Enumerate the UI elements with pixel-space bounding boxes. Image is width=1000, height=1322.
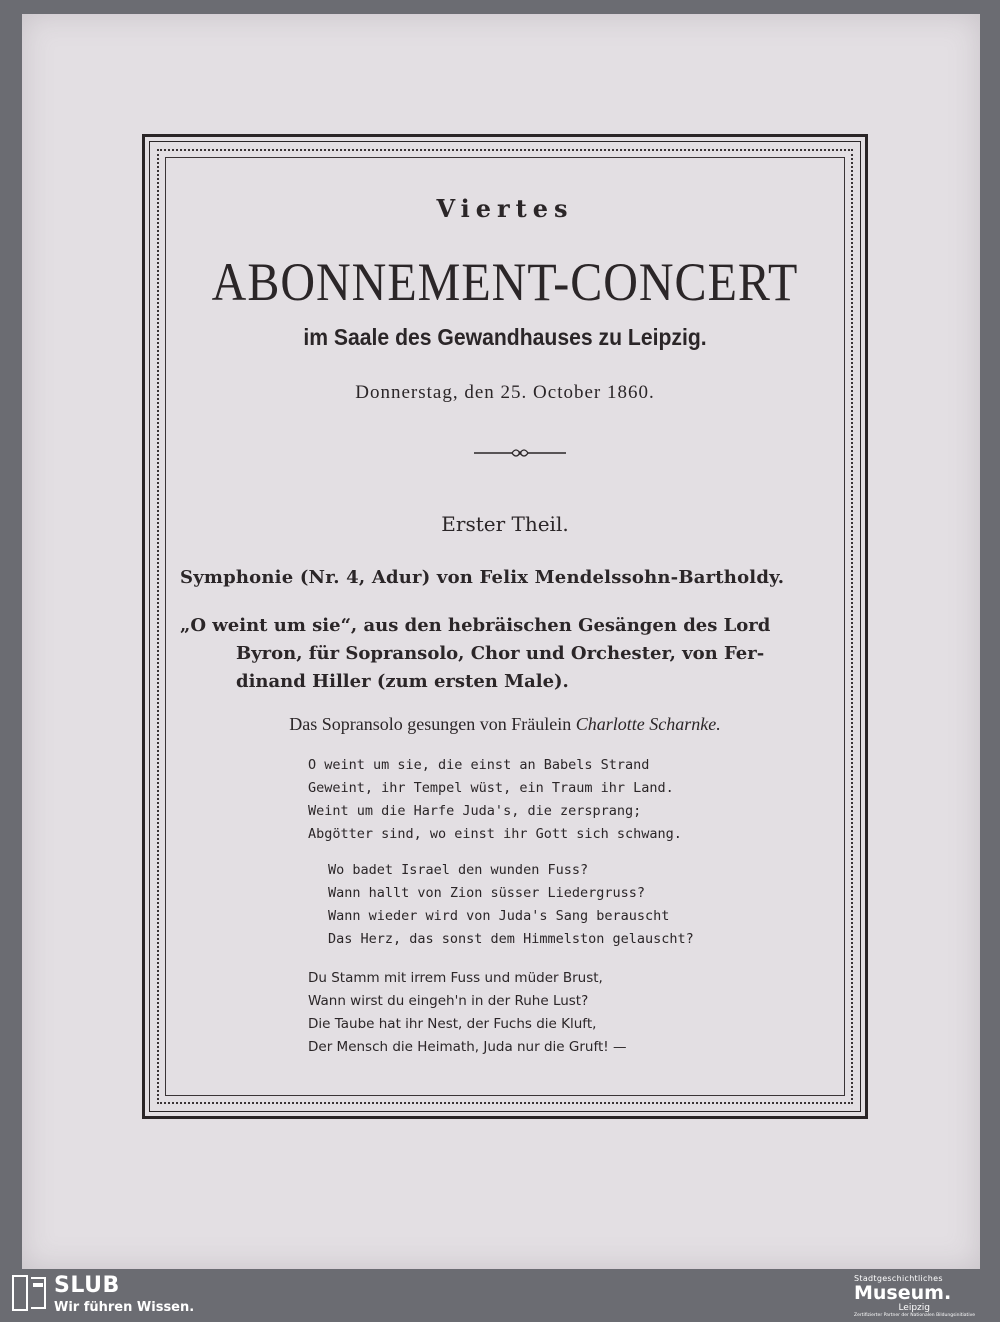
verse-line: Die Taube hat ihr Nest, der Fuchs die Kluft, — [308, 1016, 597, 1032]
program-item-weint — [180, 612, 840, 696]
soloist-line — [168, 714, 842, 735]
verse-line: Wann hallt von Zion süsser Liedergruss? — [328, 885, 645, 901]
section-heading: Erster Theil. — [441, 512, 569, 536]
library-tagline: Wir führen Wissen. — [54, 1300, 195, 1315]
verse-2 — [328, 859, 694, 951]
weint-line-1: „O weint um sie“, aus den hebräischen Gesängen des Lord — [180, 615, 771, 636]
verse-line: Wann wieder wird von Juda's Sang berauscht — [328, 908, 670, 924]
museum-city: Leipzig — [898, 1303, 930, 1313]
heading-small: Viertes — [436, 194, 574, 223]
weint-line-2: Byron, für Sopransolo, Chor und Orchester, von Fer- — [236, 643, 765, 664]
verse-line: O weint um sie, die einst an Babels Strand — [308, 757, 650, 773]
verse-line: Wo badet Israel den wunden Fuss? — [328, 862, 589, 878]
verse-line: Wann wirst du eingeh'n in der Ruhe Lust? — [308, 993, 589, 1009]
verse-line: Geweint, ihr Tempel wüst, ein Traum ihr Land. — [308, 780, 674, 796]
soloist-name: Charlotte Scharnke. — [575, 714, 721, 734]
verse-line: Der Mensch die Heimath, Juda nur die Gruft! — — [308, 1039, 627, 1055]
soloist-prefix: Das Sopransolo gesungen von Fräulein — [289, 714, 572, 734]
verse-line: Du Stamm mit irrem Fuss und müder Brust, — [308, 970, 603, 986]
footer-bar — [0, 1269, 1000, 1322]
verse-line: Weint um die Harfe Juda's, die zersprang; — [308, 803, 642, 819]
verse-3 — [308, 967, 626, 1059]
library-name[interactable]: SLUB — [54, 1273, 120, 1298]
ornament-divider-icon — [474, 446, 566, 460]
slub-logo-icon — [12, 1275, 46, 1311]
program-item-symphony: Symphonie (Nr. 4, Adur) von Felix Mendelssohn-Bartholdy. — [180, 567, 785, 588]
verse-line: Das Herz, das sonst dem Himmelston gelauscht? — [328, 931, 694, 947]
date-line: Donnerstag, den 25. October 1860. — [355, 382, 655, 403]
weint-line-3: dinand Hiller (zum ersten Male). — [236, 671, 569, 692]
verse-1 — [308, 754, 682, 846]
paper-sheet — [22, 14, 980, 1269]
heading-main: ABONNEMENT-CONCERT — [211, 253, 799, 313]
museum-name: Museum. — [854, 1282, 952, 1304]
museum-label: Stadtgeschichtliches — [854, 1274, 943, 1283]
museum-note: Zertifizierter Partner der Nationalen Bildungsinitiative — [854, 1313, 976, 1318]
venue-line: im Saale des Gewandhauses zu Leipzig. — [303, 324, 707, 350]
verse-line: Abgötter sind, wo einst ihr Gott sich schwang. — [308, 826, 682, 842]
museum-logo[interactable] — [854, 1274, 986, 1319]
